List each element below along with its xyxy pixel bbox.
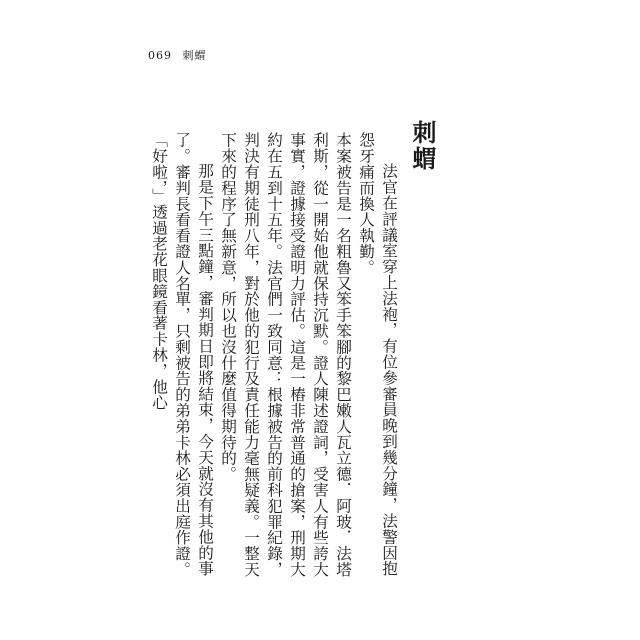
paragraph-3: 那是下午三點鐘，審判期日即將結束，今天就沒有其他的事了。審判長看看證人名單，只剩被告的弟弟卡林必須出庭作證。「好啦，」透過老花眼鏡看著卡林，他心 <box>150 132 214 578</box>
running-header <box>148 47 207 63</box>
chapter-title: 刺蝟 <box>408 120 437 172</box>
page-number: 069 <box>148 49 172 62</box>
running-title: 刺蝟 <box>182 49 207 62</box>
paragraph-1: 法官在評議室穿上法袍，有位參審員晚到幾分鐘，法警因抱怨牙痛而換人執勤。 <box>357 132 398 577</box>
body-text <box>147 132 400 592</box>
paragraph-2: 本案被告是一名粗魯又笨手笨腳的黎巴嫩人瓦立德．阿玻．法塔利斯，從一開始他就保持沉默。證人陳述證詞，受害人有些誇大事實，證據接受證明力評估。這是一樁非常普通的搶案，刑期大約在五到十五年。法官們一致同意：根據被告的前科犯罪紀錄，判決有期徒刑八年，對於他的犯行及責任能力毫無疑義。一整天下來的程序了無新意，所以也沒什麼值得期待的。 <box>219 132 352 578</box>
